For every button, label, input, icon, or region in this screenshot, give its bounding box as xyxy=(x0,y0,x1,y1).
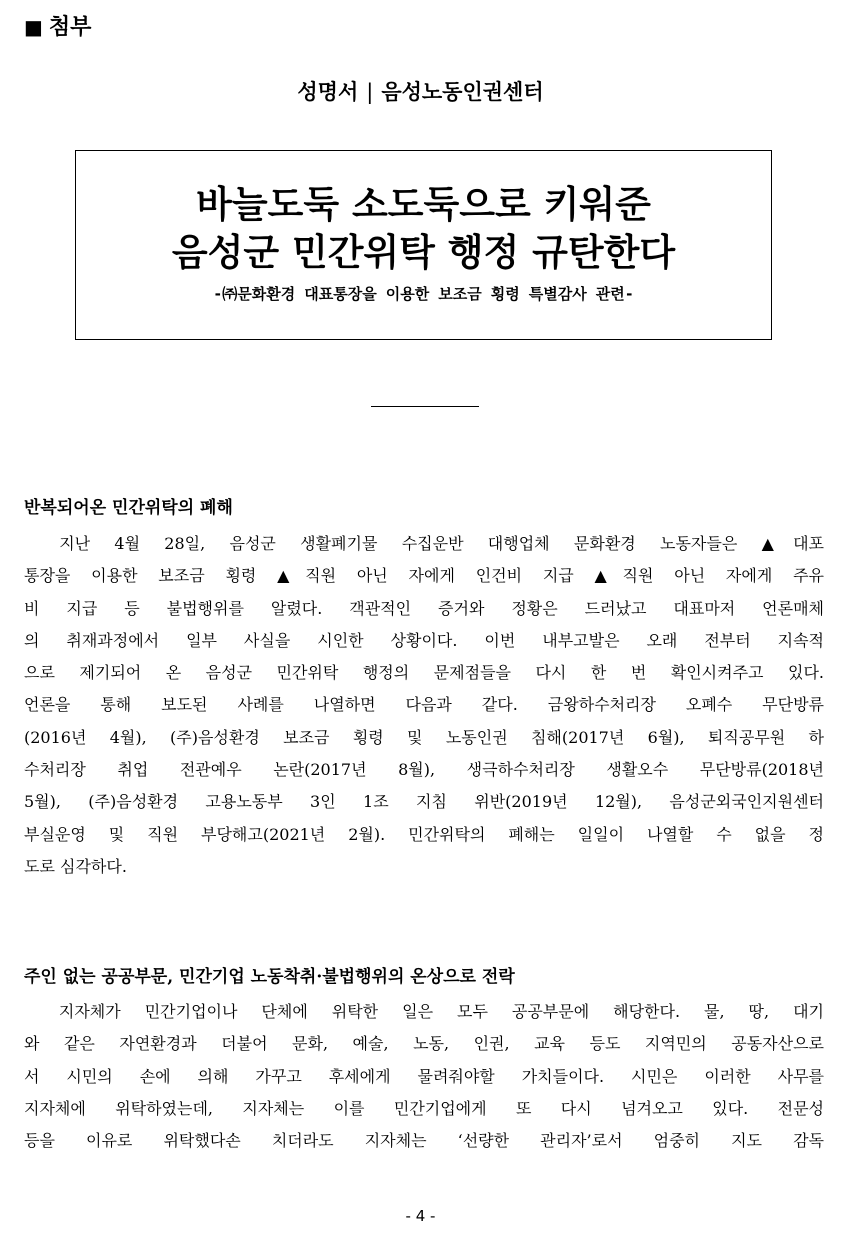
body-line: 지자체에 위탁하였는데, 지자체는 이를 민간기업에게 또 다시 넘겨오고 있다. 전문성 xyxy=(24,1098,824,1118)
page-number: - 4 - xyxy=(405,1207,436,1225)
body-line: 등을 이유로 위탁했다손 치더라도 지자체는 ‘선량한 관리자’로서 엄중히 지도 감독 xyxy=(24,1131,824,1151)
title-subtitle: -㈜문화환경 대표통장을 이용한 보조금 횡령 특별감사 관련- xyxy=(213,285,634,303)
body-line: 지난 4월 28일, 음성군 생활폐기물 수집운반 대행업체 문화환경 노동자들은 ▲대포 xyxy=(24,534,824,553)
title-line-2: 음성군 민간위탁 행정 규탄한다 xyxy=(171,231,676,274)
body-line: 부실운영 및 직원 부당해고(2021년 2월). 민간위탁의 폐해는 일일이 나열할 수 없을 정 xyxy=(24,824,824,844)
body-line: (2016년 4월), (주)음성환경 보조금 횡령 및 노동인권 침해(2017년 6월), 퇴직공무원 하 xyxy=(24,727,824,747)
section-2-heading: 주인 없는 공공부문, 민간기업 노동착취·불법행위의 온상으로 전락 xyxy=(24,967,515,987)
attachment-label: 첨부 xyxy=(48,15,92,40)
body-line: 와 같은 자연환경과 더불어 문화, 예술, 노동, 인권, 교육 등도 지역민의 공동자산으로 xyxy=(24,1034,824,1054)
body-line: 지자체가 민간기업이나 단체에 위탁한 일은 모두 공공부문에 해당한다. 물, 땅, 대기 xyxy=(24,1002,824,1021)
title-box xyxy=(75,150,772,340)
section-1-heading: 반복되어온 민간위탁의 폐해 xyxy=(24,498,233,518)
title-line-1: 바늘도둑 소도둑으로 키워준 xyxy=(196,183,651,226)
body-line: 으로 제기되어 온 음성군 민간위탁 행정의 문제점들을 다시 한 번 확인시켜주고 있다. xyxy=(24,663,824,683)
body-line: 언론을 통해 보도된 사례를 나열하면 다음과 같다. 금왕하수처리장 오폐수 무단방류 xyxy=(24,695,824,715)
statement-type: 성명서 xyxy=(297,80,359,104)
statement-header xyxy=(0,76,841,106)
body-line: 의 취재과정에서 일부 사실을 시인한 상황이다. 이번 내부고발은 오래 전부터 지속적 xyxy=(24,630,824,650)
statement-separator: | xyxy=(366,80,374,104)
body-line: 5월), (주)음성환경 고용노동부 3인 1조 지침 위반(2019년 12월), 음성군외국인지원센터 xyxy=(24,792,824,812)
section-1-body xyxy=(24,528,824,883)
body-line: 비 지급 등 불법행위를 알렸다. 객관적인 증거와 정황은 드러났고 대표마저 언론매체 xyxy=(24,598,824,618)
body-line: 통장을 이용한 보조금 횡령 ▲직원 아닌 자에게 인건비 지급 ▲직원 아닌 자에게 주유 xyxy=(24,566,824,586)
square-bullet-icon: ■ xyxy=(24,15,43,39)
divider-line xyxy=(371,406,479,407)
body-line: 도로 심각하다. xyxy=(24,856,127,876)
attachment-heading xyxy=(24,10,91,41)
body-line: 서 시민의 손에 의해 가꾸고 후세에게 물려줘야할 가치들이다. 시민은 이러한 사무를 xyxy=(24,1066,824,1086)
statement-organization: 음성노동인권센터 xyxy=(381,80,544,104)
section-2-body xyxy=(24,996,824,1157)
body-line: 수처리장 취업 전관예우 논란(2017년 8월), 생극하수처리장 생활오수 무단방류(2018년 xyxy=(24,760,824,780)
